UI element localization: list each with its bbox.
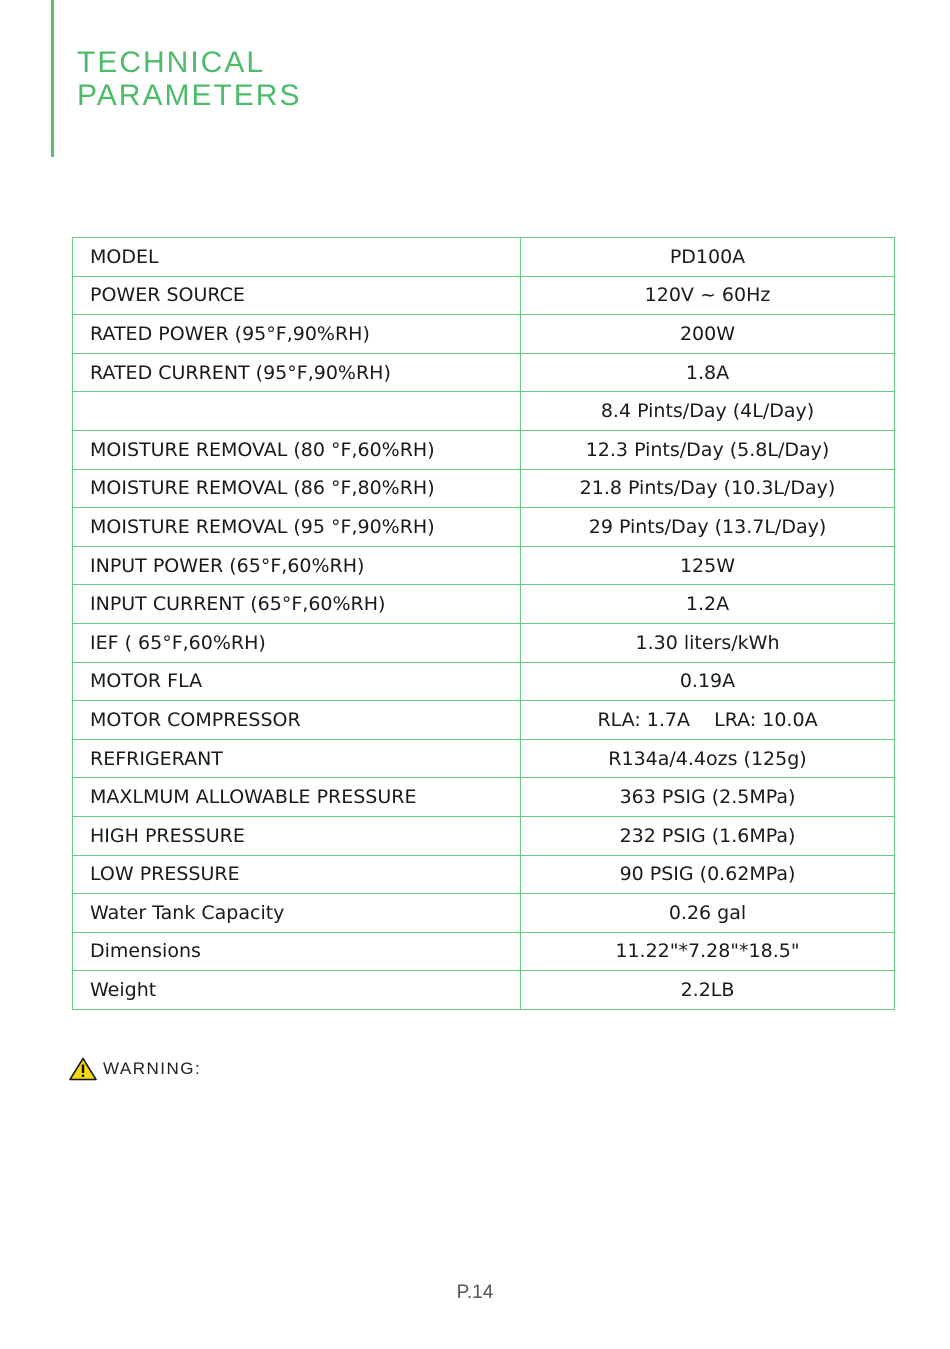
spec-value: PD100A	[521, 238, 895, 277]
spec-label	[73, 392, 521, 431]
spec-row	[73, 623, 895, 662]
spec-row	[73, 353, 895, 392]
spec-row	[73, 894, 895, 933]
spec-value: R134a/4.4ozs (125g)	[521, 739, 895, 778]
spec-label: RATED POWER (95°F,90%RH)	[73, 315, 521, 354]
spec-label: IEF ( 65°F,60%RH)	[73, 623, 521, 662]
spec-label: REFRIGERANT	[73, 739, 521, 778]
spec-label: INPUT POWER (65°F,60%RH)	[73, 546, 521, 585]
spec-label: LOW PRESSURE	[73, 855, 521, 894]
spec-label: RATED CURRENT (95°F,90%RH)	[73, 353, 521, 392]
spec-value: 0.19A	[521, 662, 895, 701]
spec-label: Water Tank Capacity	[73, 894, 521, 933]
spec-value: 90 PSIG (0.62MPa)	[521, 855, 895, 894]
spec-row	[73, 315, 895, 354]
spec-label: Weight	[73, 971, 521, 1010]
spec-row	[73, 662, 895, 701]
page-number: P.14	[456, 1282, 494, 1303]
spec-label: MOISTURE REMOVAL (95 °F,90%RH)	[73, 508, 521, 547]
spec-value: 363 PSIG (2.5MPa)	[521, 778, 895, 817]
spec-row	[73, 816, 895, 855]
spec-label: POWER SOURCE	[73, 276, 521, 315]
spec-value: 200W	[521, 315, 895, 354]
spec-row	[73, 276, 895, 315]
spec-value: RLA: 1.7A LRA: 10.0A	[521, 701, 895, 740]
warning-notice	[69, 1057, 201, 1081]
page-title-line2: PARAMETERS	[77, 79, 302, 112]
page-title-line1: TECHNICAL	[77, 46, 266, 79]
spec-label: HIGH PRESSURE	[73, 816, 521, 855]
spec-label: MOTOR COMPRESSOR	[73, 701, 521, 740]
spec-value: 1.2A	[521, 585, 895, 624]
spec-value: 21.8 Pints/Day (10.3L/Day)	[521, 469, 895, 508]
spec-row	[73, 932, 895, 971]
warning-label: WARNING:	[103, 1059, 202, 1078]
spec-row	[73, 238, 895, 277]
spec-row	[73, 392, 895, 431]
spec-value: 11.22"*7.28"*18.5"	[521, 932, 895, 971]
page-title	[77, 46, 301, 112]
warning-triangle-icon	[69, 1057, 97, 1081]
spec-row	[73, 469, 895, 508]
spec-row	[73, 739, 895, 778]
spec-label: MODEL	[73, 238, 521, 277]
spec-row	[73, 546, 895, 585]
spec-row	[73, 778, 895, 817]
spec-label: INPUT CURRENT (65°F,60%RH)	[73, 585, 521, 624]
spec-label: MAXLMUM ALLOWABLE PRESSURE	[73, 778, 521, 817]
spec-value: 125W	[521, 546, 895, 585]
spec-value: 12.3 Pints/Day (5.8L/Day)	[521, 430, 895, 469]
spec-row	[73, 508, 895, 547]
spec-row	[73, 971, 895, 1010]
spec-label: MOISTURE REMOVAL (80 °F,60%RH)	[73, 430, 521, 469]
technical-parameters-table	[72, 237, 895, 1010]
spec-value: 2.2LB	[521, 971, 895, 1010]
spec-row	[73, 585, 895, 624]
spec-value: 29 Pints/Day (13.7L/Day)	[521, 508, 895, 547]
spec-value: 1.30 liters/kWh	[521, 623, 895, 662]
spec-row	[73, 701, 895, 740]
header-accent-bar	[51, 0, 54, 157]
spec-label: MOTOR FLA	[73, 662, 521, 701]
spec-row	[73, 430, 895, 469]
spec-value: 120V ~ 60Hz	[521, 276, 895, 315]
spec-value: 0.26 gal	[521, 894, 895, 933]
spec-label: MOISTURE REMOVAL (86 °F,80%RH)	[73, 469, 521, 508]
spec-value: 1.8A	[521, 353, 895, 392]
spec-table-body	[73, 238, 895, 1010]
spec-row	[73, 855, 895, 894]
spec-value: 232 PSIG (1.6MPa)	[521, 816, 895, 855]
spec-value: 8.4 Pints/Day (4L/Day)	[521, 392, 895, 431]
spec-label: Dimensions	[73, 932, 521, 971]
